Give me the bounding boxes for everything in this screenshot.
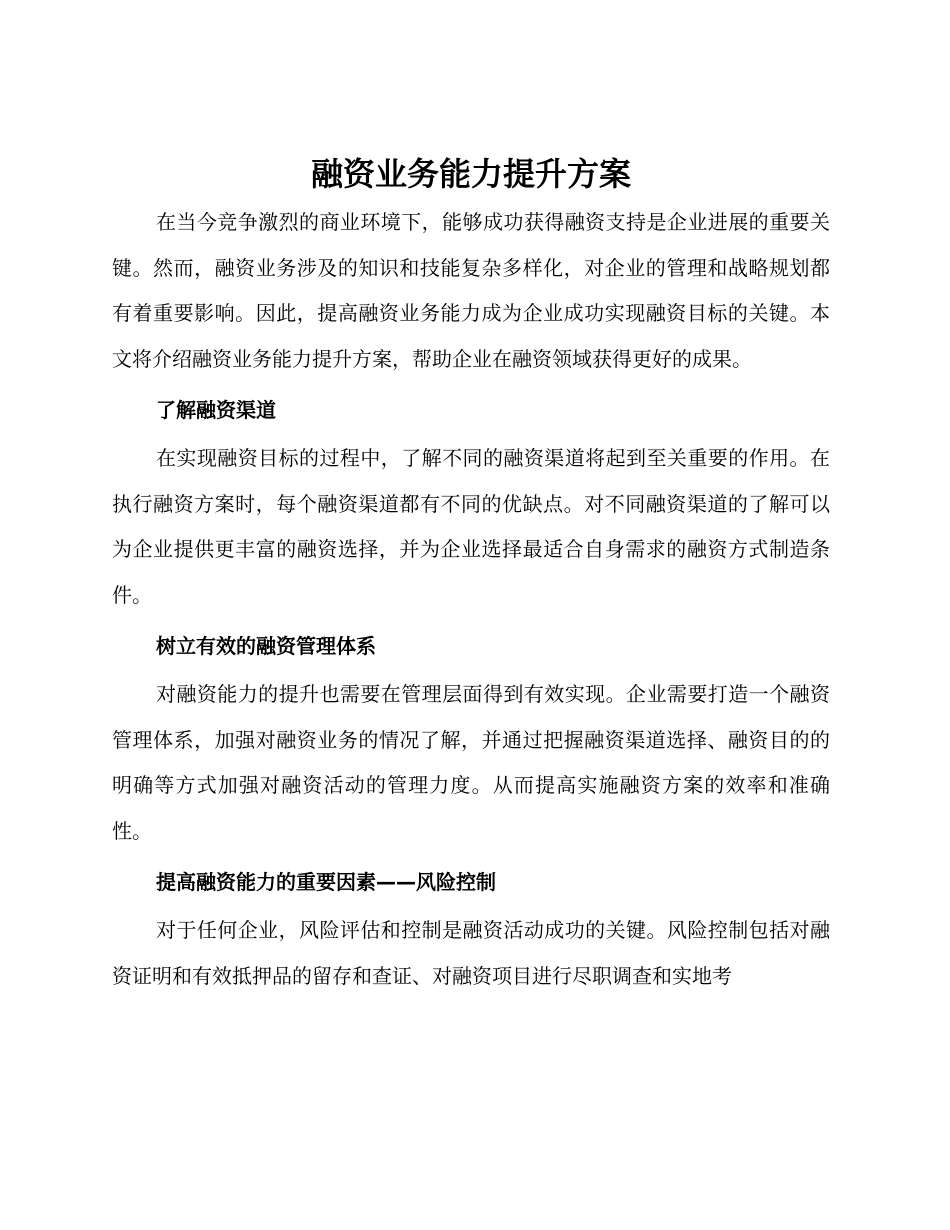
section-body-financing-channels: 在实现融资目标的过程中，了解不同的融资渠道将起到至关重要的作用。在执行融资方案时，每个融资渠道都有不同的优缺点。对不同融资渠道的了解可以为企业提供更丰富的融资选择，并为企业选择最适合自身需求的融资方式制造条件。 <box>112 446 830 607</box>
document-page <box>112 148 830 999</box>
section-body-management-system: 对融资能力的提升也需要在管理层面得到有效实现。企业需要打造一个融资管理体系，加强对融资业务的情况了解，并通过把握融资渠道选择、融资目的的明确等方式加强对融资活动的管理力度。从而提高实施融资方案的效率和准确性。 <box>112 682 830 843</box>
section-heading-financing-channels: 了解融资渠道 <box>156 398 276 422</box>
section-heading-management-system: 树立有效的融资管理体系 <box>156 634 376 658</box>
section-body-risk-control: 对于任何企业，风险评估和控制是融资活动成功的关键。风险控制包括对融资证明和有效抵押品的留存和查证、对融资项目进行尽职调查和实地考 <box>112 918 830 988</box>
document-title: 融资业务能力提升方案 <box>310 155 631 193</box>
intro-paragraph: 在当今竞争激烈的商业环境下，能够成功获得融资支持是企业进展的重要关键。然而，融资业务涉及的知识和技能复杂多样化，对企业的管理和战略规划都有着重要影响。因此，提高融资业务能力成为企业成功实现融资目标的关键。本文将介绍融资业务能力提升方案，帮助企业在融资领域获得更好的成果。 <box>112 210 830 371</box>
section-heading-risk-control: 提高融资能力的重要因素——风险控制 <box>156 870 496 894</box>
